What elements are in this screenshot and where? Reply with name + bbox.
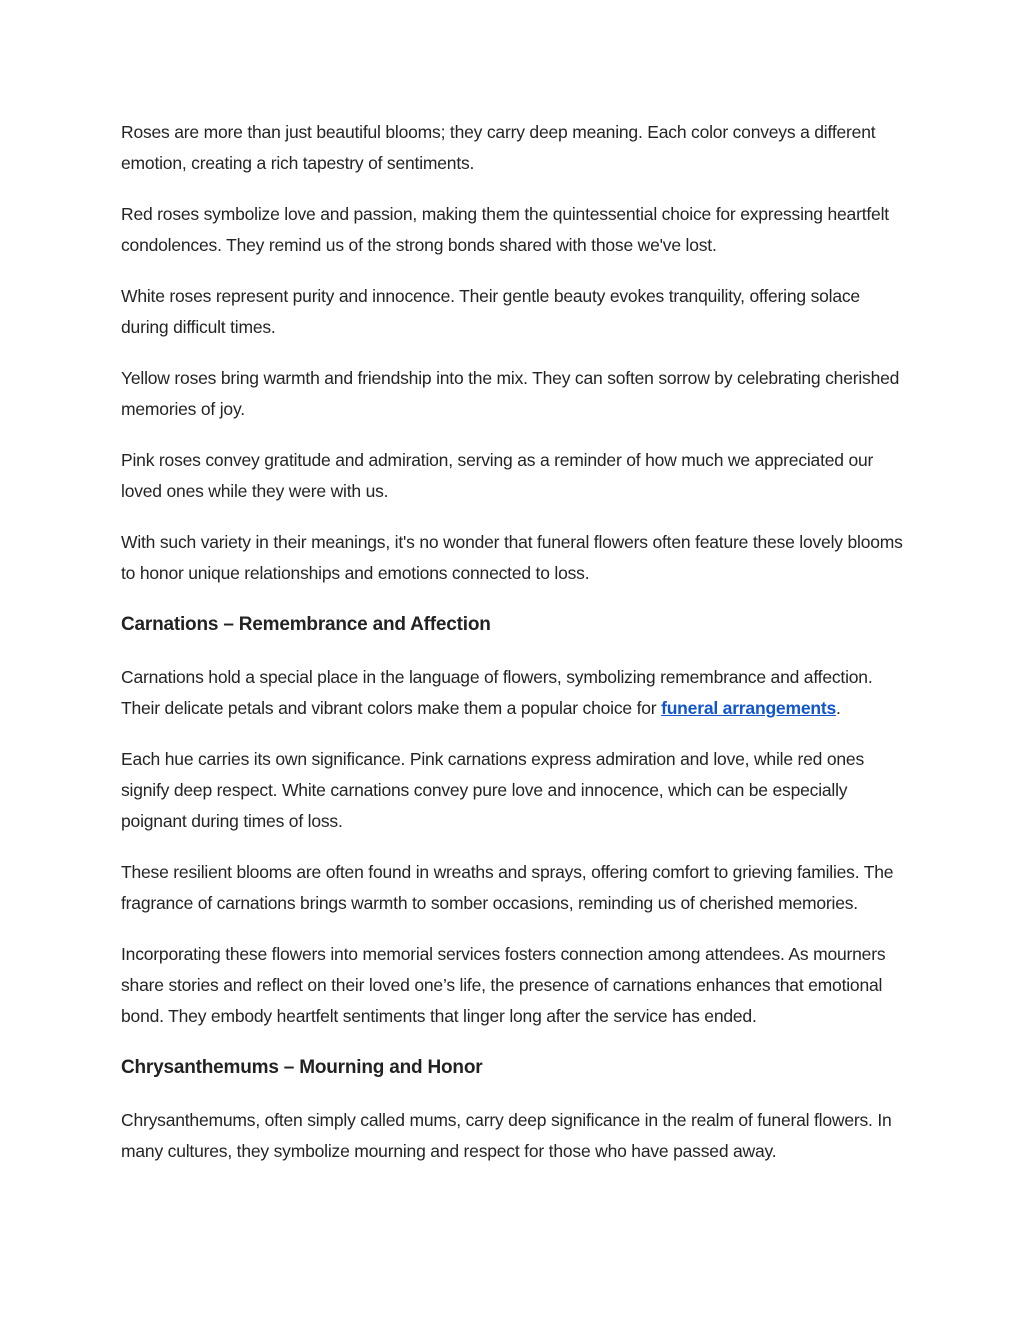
paragraph-roses-summary: With such variety in their meanings, it's no wonder that funeral flowers often feature these lovely blooms to honor unique relationships and emotions connected to loss. bbox=[121, 532, 903, 583]
paragraph-white-roses: White roses represent purity and innocence. Their gentle beauty evokes tranquility, offering solace during difficult times. bbox=[121, 286, 860, 337]
heading-carnations: Carnations – Remembrance and Affection bbox=[121, 614, 491, 635]
paragraph-chrysanthemums-intro: Chrysanthemums, often simply called mums, carry deep significance in the realm of funeral flowers. In many cultures, they symbolize mourning and respect for those who have passed away. bbox=[121, 1110, 892, 1161]
paragraph-carnation-hues: Each hue carries its own significance. Pink carnations express admiration and love, while red ones signify deep respect. White carnations convey pure love and innocence, which can be especially poignant during times of loss. bbox=[121, 749, 865, 831]
paragraph-carnation-services: Incorporating these flowers into memorial services fosters connection among attendees. As mourners share stories and reflect on their loved one’s life, the presence of carnations enhances that emotional bond. They embody heartfelt sentiments that linger long after the service has ended. bbox=[121, 944, 886, 1026]
document-page bbox=[121, 117, 911, 1187]
paragraph-red-roses: Red roses symbolize love and passion, making them the quintessential choice for expressing heartfelt condolences. They remind us of the strong bonds shared with those we've lost. bbox=[121, 204, 889, 255]
paragraph-carnations-intro bbox=[121, 662, 911, 724]
paragraph-yellow-roses: Yellow roses bring warmth and friendship into the mix. They can soften sorrow by celebrating cherished memories of joy. bbox=[121, 368, 900, 419]
paragraph-roses-intro: Roses are more than just beautiful blooms; they carry deep meaning. Each color conveys a different emotion, creating a rich tapestry of sentiments. bbox=[121, 122, 876, 173]
carnations-intro-text: Carnations hold a special place in the language of flowers, symbolizing remembrance and affection. Their delicate petals and vibrant colors make them a popular choice for bbox=[121, 667, 873, 718]
paragraph-pink-roses: Pink roses convey gratitude and admiration, serving as a reminder of how much we appreciated our loved ones while they were with us. bbox=[121, 450, 874, 501]
funeral-arrangements-link[interactable]: funeral arrangements bbox=[661, 698, 837, 718]
carnations-intro-end: . bbox=[836, 698, 841, 718]
heading-chrysanthemums: Chrysanthemums – Mourning and Honor bbox=[121, 1057, 483, 1078]
paragraph-carnation-wreaths: These resilient blooms are often found in wreaths and sprays, offering comfort to grieving families. The fragrance of carnations brings warmth to somber occasions, reminding us of cherished memories. bbox=[121, 862, 894, 913]
